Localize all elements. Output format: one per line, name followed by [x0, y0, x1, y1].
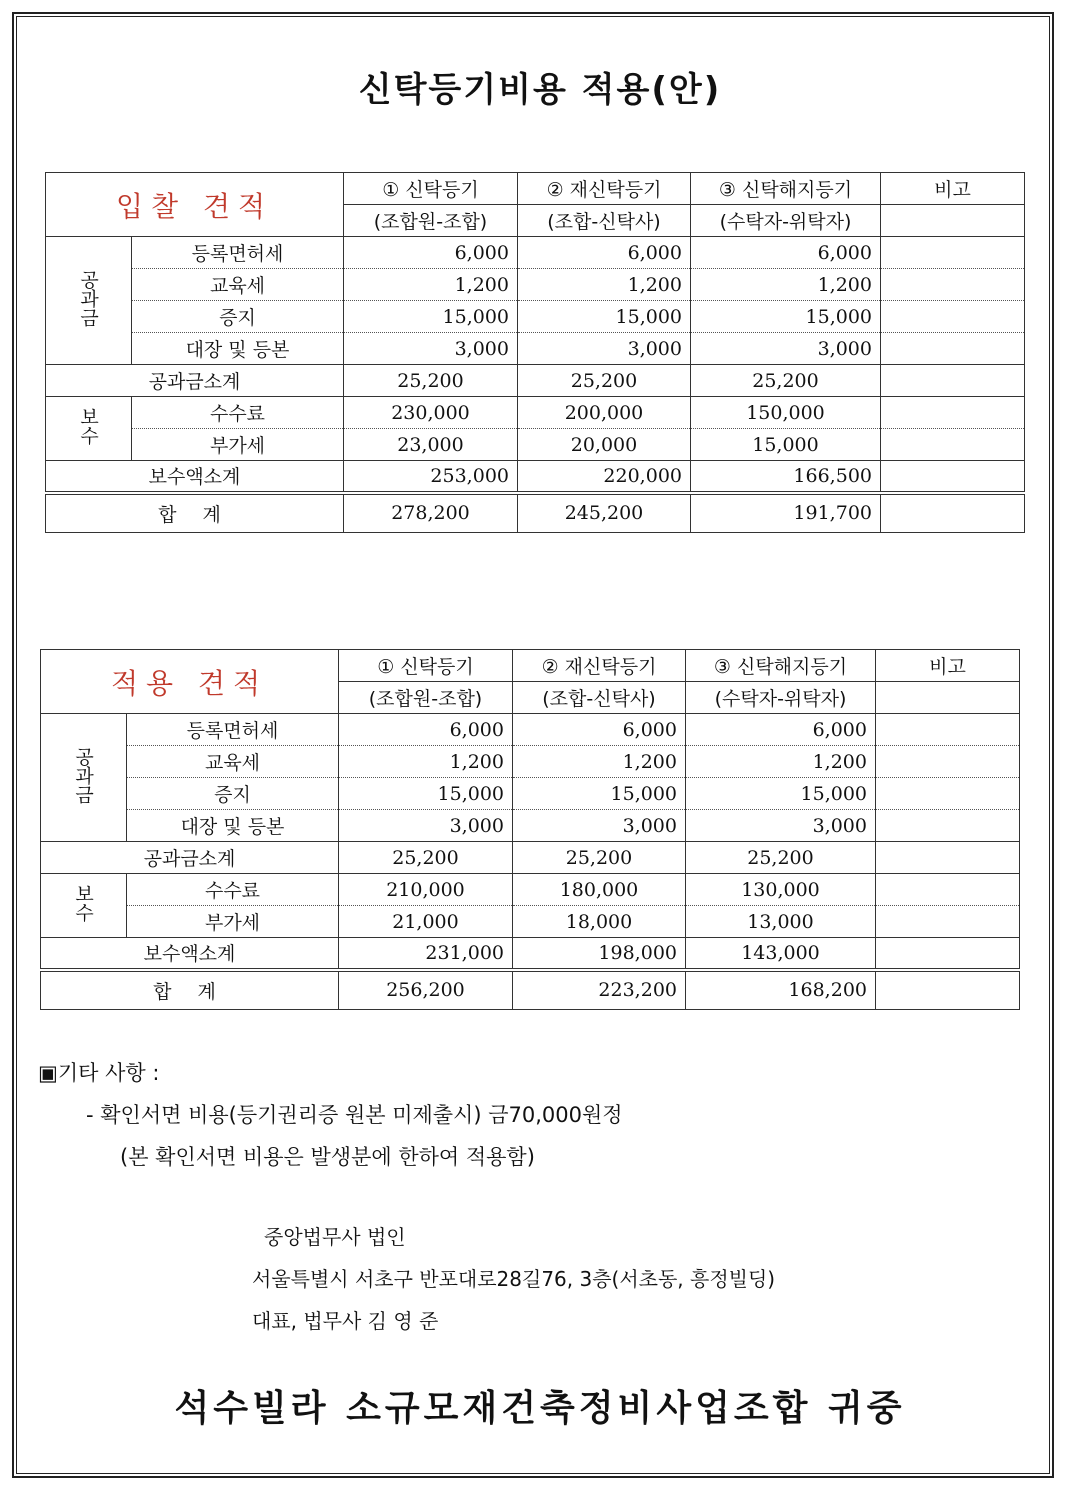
table-cell: 6,000 [691, 237, 881, 269]
table-cell: 200,000 [518, 397, 691, 429]
table-cell: 253,000 [344, 461, 518, 493]
row-label: 교육세 [127, 746, 339, 778]
notes-line: (본 확인서면 비용은 발생분에 한하여 적용함) [120, 1145, 535, 1169]
remarks-cell [881, 301, 1025, 333]
row-label: 부가세 [127, 906, 339, 938]
bid-estimate-title: 입찰 견적 [46, 173, 344, 237]
notes-line: - 확인서면 비용(등기권리증 원본 미제출시) 금70,000원정 [86, 1103, 623, 1127]
remarks-cell [881, 429, 1025, 461]
table-cell: 18,000 [513, 906, 686, 938]
remarks-cell [876, 778, 1020, 810]
remarks-cell [876, 714, 1020, 746]
remarks-cell [876, 682, 1020, 714]
table-cell: 3,000 [518, 333, 691, 365]
remarks-cell [876, 810, 1020, 842]
remarks-cell [876, 842, 1020, 874]
column-subheader: (수탁자-위탁자) [691, 205, 881, 237]
applied-estimate-title: 적용 견적 [41, 650, 339, 714]
table-cell: 6,000 [344, 237, 518, 269]
table-cell: 210,000 [339, 874, 513, 906]
firm-address: 서울특별시 서초구 반포대로28길76, 3층(서초동, 흥정빌딩) [252, 1267, 776, 1291]
document-title: 신탁등기비용 적용(안) [358, 70, 722, 110]
table-cell: 150,000 [691, 397, 881, 429]
table-cell: 1,200 [513, 746, 686, 778]
table-cell: 166,500 [691, 461, 881, 493]
fee-subtotal-label: 보수액소계 [41, 938, 339, 970]
table-cell: 15,000 [518, 301, 691, 333]
table-cell: 15,000 [686, 778, 876, 810]
table-cell: 25,200 [344, 365, 518, 397]
remarks-cell [881, 205, 1025, 237]
table-cell: 15,000 [691, 301, 881, 333]
remarks-header: 비고 [881, 173, 1025, 205]
table-cell: 25,200 [518, 365, 691, 397]
row-label: 대장 및 등본 [132, 333, 344, 365]
table-cell: 3,000 [339, 810, 513, 842]
row-label: 등록면허세 [127, 714, 339, 746]
group-label-fee: 보수 [41, 874, 127, 938]
table-cell: 21,000 [339, 906, 513, 938]
table-cell: 168,200 [686, 970, 876, 1010]
table-cell: 245,200 [518, 493, 691, 533]
column-subheader: (조합원-조합) [344, 205, 518, 237]
table-cell: 3,000 [344, 333, 518, 365]
table-cell: 143,000 [686, 938, 876, 970]
row-label: 증지 [132, 301, 344, 333]
table-cell: 1,200 [518, 269, 691, 301]
fee-subtotal-label: 보수액소계 [46, 461, 344, 493]
column-header: ③ 신탁해지등기 [686, 650, 876, 682]
column-header: ① 신탁등기 [339, 650, 513, 682]
table-cell: 23,000 [344, 429, 518, 461]
firm-name: 중앙법무사 법인 [264, 1225, 406, 1249]
remarks-cell [876, 874, 1020, 906]
row-label: 수수료 [127, 874, 339, 906]
remarks-cell [876, 906, 1020, 938]
group-label-public: 공과금 [41, 714, 127, 842]
notes-section [38, 1052, 623, 1178]
representative: 대표, 법무사 김 영 준 [252, 1309, 439, 1333]
table-cell: 20,000 [518, 429, 691, 461]
bid-estimate-table [45, 172, 1025, 533]
table-cell: 15,000 [344, 301, 518, 333]
table-cell: 6,000 [513, 714, 686, 746]
table-cell: 3,000 [686, 810, 876, 842]
table-cell: 198,000 [513, 938, 686, 970]
total-label: 합 계 [46, 493, 344, 533]
remarks-cell [881, 365, 1025, 397]
table-cell: 1,200 [339, 746, 513, 778]
table-cell: 6,000 [518, 237, 691, 269]
remarks-cell [881, 333, 1025, 365]
table-cell: 25,200 [339, 842, 513, 874]
row-label: 등록면허세 [132, 237, 344, 269]
table-cell: 6,000 [339, 714, 513, 746]
notes-header: ▣기타 사항 : [38, 1061, 160, 1085]
table-cell: 25,200 [691, 365, 881, 397]
column-header: ③ 신탁해지등기 [691, 173, 881, 205]
column-subheader: (조합-신탁사) [513, 682, 686, 714]
row-label: 증지 [127, 778, 339, 810]
table-cell: 230,000 [344, 397, 518, 429]
total-label: 합 계 [41, 970, 339, 1010]
table-cell: 1,200 [686, 746, 876, 778]
table-cell: 15,000 [339, 778, 513, 810]
table-cell: 191,700 [691, 493, 881, 533]
table-cell: 220,000 [518, 461, 691, 493]
table-cell: 278,200 [344, 493, 518, 533]
table-cell: 6,000 [686, 714, 876, 746]
remarks-cell [876, 746, 1020, 778]
table-cell: 25,200 [513, 842, 686, 874]
table-cell: 223,200 [513, 970, 686, 1010]
row-label: 부가세 [132, 429, 344, 461]
table-cell: 130,000 [686, 874, 876, 906]
table-cell: 3,000 [513, 810, 686, 842]
group-label-fee: 보수 [46, 397, 132, 461]
table-cell: 3,000 [691, 333, 881, 365]
column-header: ① 신탁등기 [344, 173, 518, 205]
remarks-cell [876, 970, 1020, 1010]
table-cell: 1,200 [691, 269, 881, 301]
column-subheader: (수탁자-위탁자) [686, 682, 876, 714]
remarks-cell [881, 237, 1025, 269]
row-label: 수수료 [132, 397, 344, 429]
group-label-public: 공과금 [46, 237, 132, 365]
remarks-cell [881, 269, 1025, 301]
column-header: ② 재신탁등기 [518, 173, 691, 205]
table-cell: 15,000 [513, 778, 686, 810]
remarks-cell [881, 397, 1025, 429]
table-cell: 25,200 [686, 842, 876, 874]
table-cell: 15,000 [691, 429, 881, 461]
public-subtotal-label: 공과금소계 [46, 365, 344, 397]
row-label: 대장 및 등본 [127, 810, 339, 842]
remarks-cell [881, 493, 1025, 533]
table-cell: 256,200 [339, 970, 513, 1010]
column-subheader: (조합원-조합) [339, 682, 513, 714]
addressee: 석수빌라 소규모재건축정비사업조합 귀중 [174, 1388, 906, 1429]
signature-block [252, 1216, 775, 1342]
table-cell: 13,000 [686, 906, 876, 938]
remarks-cell [876, 938, 1020, 970]
remarks-cell [881, 461, 1025, 493]
table-cell: 1,200 [344, 269, 518, 301]
applied-estimate-table [40, 649, 1020, 1010]
remarks-header: 비고 [876, 650, 1020, 682]
column-subheader: (조합-신탁사) [518, 205, 691, 237]
column-header: ② 재신탁등기 [513, 650, 686, 682]
row-label: 교육세 [132, 269, 344, 301]
table-cell: 180,000 [513, 874, 686, 906]
table-cell: 231,000 [339, 938, 513, 970]
public-subtotal-label: 공과금소계 [41, 842, 339, 874]
